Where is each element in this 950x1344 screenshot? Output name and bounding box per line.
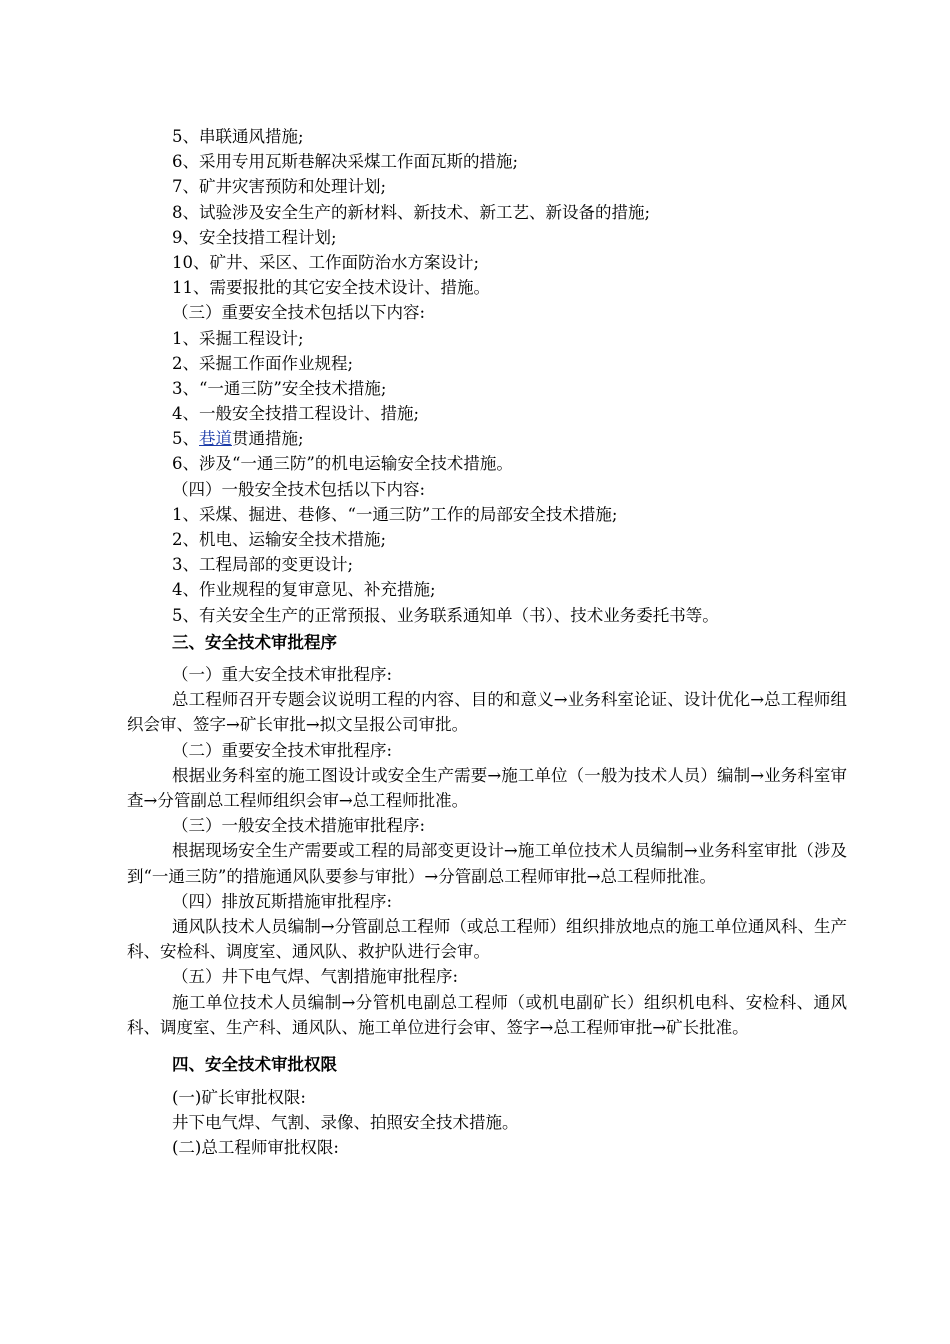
subsection-title: （四）一般安全技术包括以下内容: [172, 479, 426, 499]
procedure-title: （三）一般安全技术措施审批程序: [172, 816, 426, 836]
document-body [127, 124, 847, 1161]
list-item: 3、“一通三防”安全技术措施; [172, 378, 387, 398]
procedure-body: 根据业务科室的施工图设计或安全生产需要→施工单位（一般为技术人员）编制→业务科室审查→分管副总工程师组织会审→总工程师批准。 [127, 765, 847, 810]
procedure-title: （四）排放瓦斯措施审批程序: [172, 891, 393, 911]
list-item: 10、矿井、采区、工作面防治水方案设计; [172, 252, 480, 272]
authority-title: (二)总工程师审批权限: [172, 1138, 339, 1158]
list-item: 2、采掘工作面作业规程; [172, 353, 354, 373]
list-item: 5、串联通风措施; [172, 127, 304, 146]
list-item: 9、安全技措工程计划; [172, 227, 337, 247]
list-item-prefix: 5、 [172, 429, 199, 449]
subsection-title: （三）重要安全技术包括以下内容: [172, 303, 426, 323]
list-item: 7、矿井灾害预防和处理计划; [172, 177, 387, 197]
procedure-body: 通风队技术人员编制→分管副总工程师（或总工程师）组织排放地点的施工单位通风科、生产科、安检科、调度室、通风队、救护队进行会审。 [127, 916, 847, 962]
list-item: 2、机电、运输安全技术措施; [172, 530, 387, 549]
authority-body: 井下电气焊、气割、录像、拍照安全技术措施。 [172, 1113, 519, 1133]
section-heading: 三、安全技术审批程序 [172, 632, 337, 652]
procedure-body: 总工程师召开专题会议说明工程的内容、目的和意义→业务科室论证、设计优化→总工程师组织会审、签字→矿长审批→拟文呈报公司审批。 [127, 690, 847, 735]
list-item: 1、采掘工程设计; [172, 328, 304, 348]
list-item: 4、一般安全技措工程设计、措施; [172, 404, 420, 424]
roadway-link[interactable]: 巷道 [199, 429, 232, 449]
procedure-title: （五）井下电气焊、气割措施审批程序: [172, 967, 459, 987]
list-item: 3、工程局部的变更设计; [172, 555, 354, 575]
section-heading: 四、安全技术审批权限 [172, 1054, 337, 1074]
procedure-title: （一）重大安全技术审批程序: [172, 664, 393, 684]
list-item: 8、试验涉及安全生产的新材料、新技术、新工艺、新设备的措施; [172, 202, 651, 222]
procedure-body: 施工单位技术人员编制→分管机电副总工程师（或机电副矿长）组织机电科、安检科、通风科、调度室、生产科、通风队、施工单位进行会审、签字→总工程师审批→矿长批准。 [127, 992, 847, 1037]
authority-title: (一)矿长审批权限: [172, 1088, 306, 1108]
list-item: 6、涉及“一通三防”的机电运输安全技术措施。 [172, 454, 513, 474]
list-item: 1、采煤、掘进、巷修、“一通三防”工作的局部安全技术措施; [172, 504, 618, 524]
list-item: 11、需要报批的其它安全技术设计、措施。 [172, 278, 490, 298]
list-item-with-link [127, 426, 847, 451]
procedure-title: （二）重要安全技术审批程序: [172, 740, 393, 760]
list-item-suffix: 贯通措施; [232, 429, 304, 449]
list-item: 5、有关安全生产的正常预报、业务联系通知单（书）、技术业务委托书等。 [172, 605, 719, 625]
procedure-body: 根据现场安全生产需要或工程的局部变更设计→施工单位技术人员编制→业务科室审批（涉及到“一通三防”的措施通风队要参与审批）→分管副总工程师审批→总工程师批准。 [127, 841, 847, 886]
list-item: 6、采用专用瓦斯巷解决采煤工作面瓦斯的措施; [172, 152, 519, 172]
list-item: 4、作业规程的复审意见、补充措施; [172, 580, 436, 600]
